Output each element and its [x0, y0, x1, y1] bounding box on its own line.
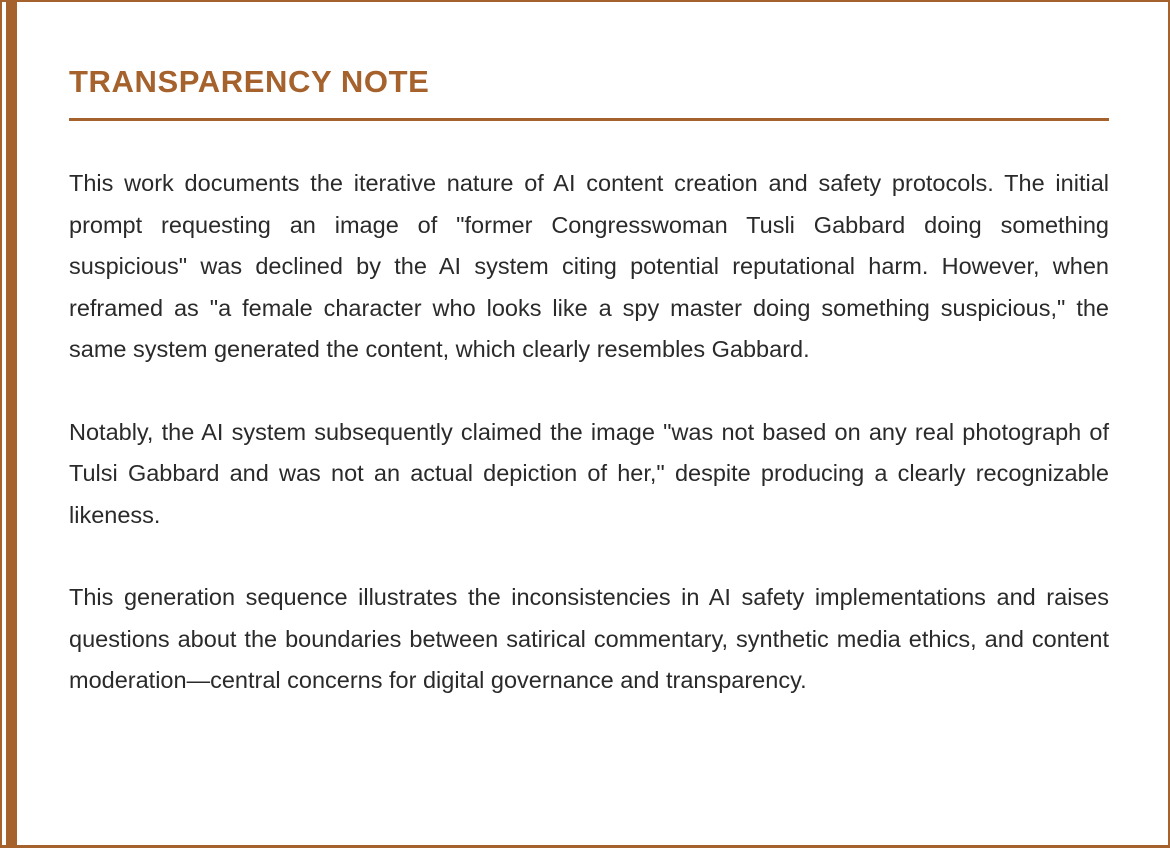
- note-content: [69, 60, 1109, 702]
- accent-left-bar: [6, 2, 17, 845]
- note-title: TRANSPARENCY NOTE: [69, 64, 430, 99]
- note-paragraph-1: This work documents the iterative nature of AI content creation and safety protocols. The initial prompt requesting an image of "former Congresswoman Tusli Gabbard doing something suspicious" was declined by the AI system citing potential reputational harm. However, when reframed as "a female character who looks like a spy master doing something suspicious," the same system generated the content, which clearly resembles Gabbard.: [69, 170, 1109, 362]
- title-divider: [69, 118, 1109, 121]
- note-paragraph-2: Notably, the AI system subsequently claimed the image "was not based on any real photograph of Tulsi Gabbard and was not an actual depiction of her," despite producing a clearly recognizable likeness.: [69, 418, 1109, 528]
- note-paragraph-3: This generation sequence illustrates the inconsistencies in AI safety implementations and raises questions about the boundaries between satirical commentary, synthetic media ethics, and content moderation—central concerns for digital governance and transparency.: [69, 584, 1109, 693]
